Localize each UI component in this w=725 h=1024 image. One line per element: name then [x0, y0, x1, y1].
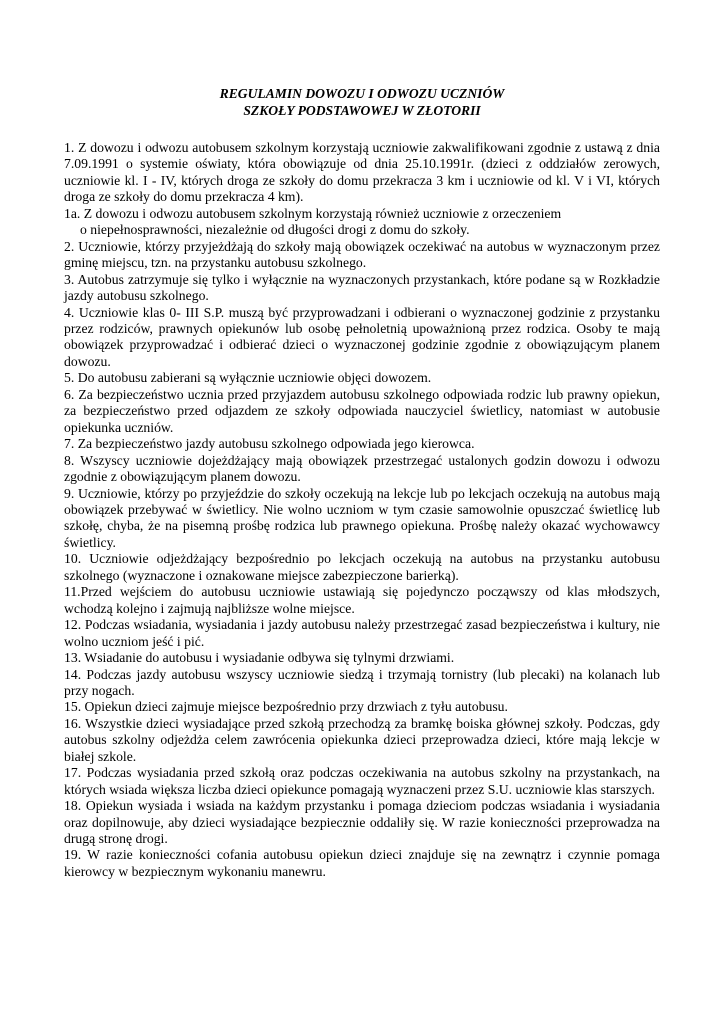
paragraph-1a-line-2: o niepełnosprawności, niezależnie od długości drogi z domu do szkoły.	[80, 222, 470, 238]
title-line-1: REGULAMIN DOWOZU I ODWOZU UCZNIÓW	[219, 86, 505, 101]
paragraph-17: 17. Podczas wysiadania przed szkołą oraz podczas oczekiwania na autobus szkolny na przystankach, na których wsiada większa liczba dzieci opiekunce pomagają wyznaczeni przez S.U. uczniowie klas starszych.	[64, 765, 660, 797]
paragraph-14: 14. Podczas jazdy autobusu wszyscy uczniowie siedzą i trzymają tornistry (lub plecaki) na kolanach lub przy nogach.	[64, 666, 660, 698]
paragraph-13: 13. Wsiadanie do autobusu i wysiadanie odbywa się tylnymi drzwiami.	[64, 650, 455, 666]
paragraph-15: 15. Opiekun dzieci zajmuje miejsce bezpośrednio przy drzwiach z tyłu autobusu.	[64, 699, 508, 715]
paragraph-7: 7. Za bezpieczeństwo jazdy autobusu szkolnego odpowiada jego kierowca.	[64, 436, 475, 452]
title-line-2: SZKOŁY PODSTAWOWEJ W ZŁOTORII	[243, 102, 481, 118]
paragraph-2: 2. Uczniowie, którzy przyjeżdżają do szkoły mają obowiązek oczekiwać na autobus w wyznaczonym przez gminę miejscu, tzn. na przystanku autobusu szkolnego.	[64, 238, 660, 271]
paragraph-4: 4. Uczniowie klas 0- III S.P. muszą być przyprowadzani i odbierani o wyznaczonej godzinie z przystanku przez rodziców, prawnych opiekunów lub osobę pełnoletnią upoważnioną przez rodzica. Osoby te mają obowiązek przyprowadzać i odbierać dzieci o wyznaczonej godzinie zgodnie z obowiązującym planem dowozu.	[64, 304, 660, 369]
paragraph-1: 1. Z dowozu i odwozu autobusem szkolnym korzystają uczniowie zakwalifikowani zgodnie z ustawą z dnia 7.09.1991 o systemie oświaty, która obowiązuje od dnia 25.10.1991r. (dzieci z oddziałów zerowych, uczniowie kl. I - IV, których droga ze szkoły do domu przekracza 3 km i uczniowie od kl. V i VI, których droga ze szkoły do domu przekracza 4 km).	[64, 140, 660, 205]
paragraph-3: 3. Autobus zatrzymuje się tylko i wyłącznie na wyznaczonych przystankach, które podane są w Rozkładzie jazdy autobusu szkolnego.	[64, 271, 660, 304]
paragraph-1a-line-1: 1a. Z dowozu i odwozu autobusem szkolnym korzystają również uczniowie z orzeczeniem	[64, 205, 562, 221]
paragraph-16: 16. Wszystkie dzieci wysiadające przed szkołą przechodzą za bramkę boiska głównej szkoły. Podczas, gdy autobus szkolny odjeżdża celem zawrócenia opiekunka dzieci przeprowadza dzieci, które mają lekcje w białej szkole.	[64, 715, 660, 764]
paragraph-8: 8. Wszyscy uczniowie dojeżdżający mają obowiązek przestrzegać ustalonych godzin dowozu i odwozu zgodnie z obowiązującym planem dowozu.	[64, 452, 660, 485]
document-title	[64, 86, 660, 119]
paragraph-18: 18. Opiekun wysiada i wsiada na każdym przystanku i pomaga dzieciom podczas wsiadania i wysiadania oraz dopilnowuje, aby dzieci wysiadające bezpiecznie oddaliły się. W razie konieczności przeprowadza na drugą stronę drogi.	[64, 798, 660, 847]
paragraph-9: 9. Uczniowie, którzy po przyjeździe do szkoły oczekują na lekcje lub po lekcjach oczekują na autobus mają obowiązek przebywać w świetlicy. Nie wolno uczniom w tym czasie samowolnie opuszczać świetlicę lub szkołę, chyba, że na pisemną prośbę rodzica lub prawnego opiekuna. Prośbę należy okazać wychowawcy świetlicy.	[64, 485, 660, 550]
regulations-body	[64, 140, 660, 880]
paragraph-5: 5. Do autobusu zabierani są wyłącznie uczniowie objęci dowozem.	[64, 370, 432, 386]
paragraph-1a	[64, 206, 660, 239]
document-page	[64, 86, 660, 880]
paragraph-11: 11.Przed wejściem do autobusu uczniowie ustawiają się pojedynczo począwszy od klas młodszych, wchodzą kolejno i zajmują najbliższe wolne miejsce.	[64, 584, 660, 616]
paragraph-10: 10. Uczniowie odjeżdżający bezpośrednio po lekcjach oczekują na autobus na przystanku autobusu szkolnego (wyznaczone i oznakowane miejsce zabezpieczone barierką).	[64, 551, 660, 583]
paragraph-12: 12. Podczas wsiadania, wysiadania i jazdy autobusu należy przestrzegać zasad bezpieczeństwa i kultury, nie wolno uczniom jeść i pić.	[64, 617, 660, 649]
paragraph-6: 6. Za bezpieczeństwo ucznia przed przyjazdem autobusu szkolnego odpowiada rodzic lub prawny opiekun, za bezpieczeństwo przed odjazdem ze szkoły odpowiada nauczyciel świetlicy, natomiast w autobusie opiekunka uczniów.	[64, 386, 660, 435]
paragraph-19: 19. W razie konieczności cofania autobusu opiekun dzieci znajduje się na zewnątrz i czynnie pomaga kierowcy w bezpiecznym wykonaniu manewru.	[64, 847, 660, 879]
